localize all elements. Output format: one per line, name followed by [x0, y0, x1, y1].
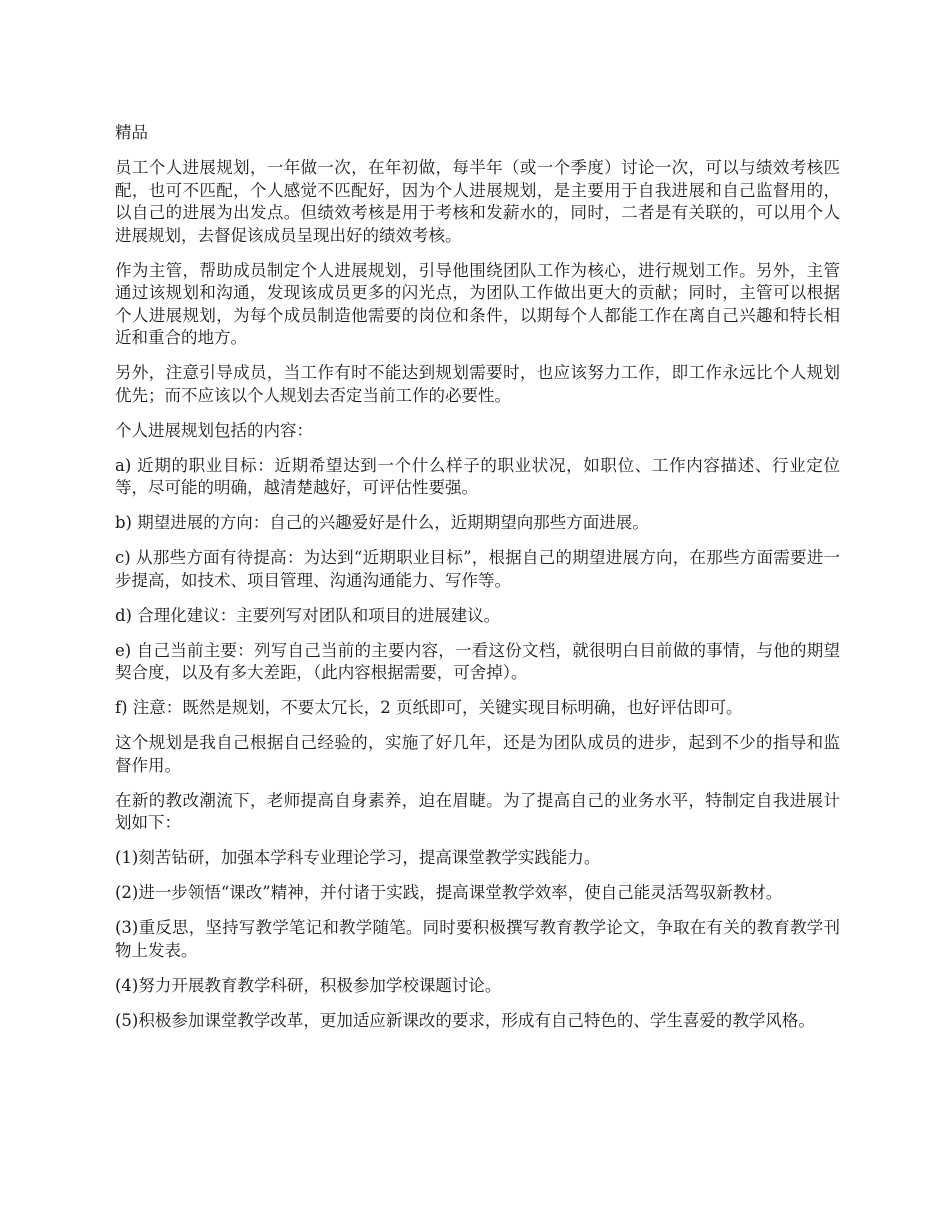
list-item-e: e) 自己当前主要：列写自己当前的主要内容，一看这份文档，就很明白目前做的事情，与他的期望契合度，以及有多大差距，（此内容根据需要，可舍掉）。 [115, 640, 840, 682]
list-item-a: a) 近期的职业目标：近期希望达到一个什么样子的职业状况，如职位、工作内容描述、行业定位等，尽可能的明确，越清楚越好，可评估性要强。 [115, 455, 840, 497]
plan-item-1: (1)刻苦钻研，加强本学科专业理论学习，提高课堂教学实践能力。 [115, 848, 601, 867]
list-item-f: f) 注意：既然是规划，不要太冗长，2 页纸即可，关键实现目标明确，也好评估即可。 [115, 698, 743, 717]
paragraph-intro: 员工个人进展规划，一年做一次，在年初做，每半年（或一个季度）讨论一次，可以与绩效考核匹配，也可不匹配，个人感觉不匹配好，因为个人进展规划，是主要用于自我进展和自己监督用的，以自己的进展为出发点。但绩效考核是用于考核和发薪水的，同时，二者是有关联的，可以用个人进展规划，去督促该成员呈现出好的绩效考核。 [115, 158, 840, 245]
paragraph-experience: 这个规划是我自己根据自己经验的，实施了好几年，还是为团队成员的进步，起到不少的指导和监督作用。 [115, 733, 840, 775]
plan-item-3: (3)重反思，坚持写教学笔记和教学随笔。同时要积极撰写教育教学论文，争取在有关的教育教学刊物上发表。 [115, 918, 840, 960]
plan-item-2: (2)进一步领悟“课改”精神，并付诸于实践，提高课堂教学效率，使自己能灵活驾驭新教材。 [115, 883, 783, 902]
list-item-b: b) 期望进展的方向：自己的兴趣爱好是什么，近期期望向那些方面进展。 [115, 513, 649, 532]
plan-item-5: (5)积极参加课堂教学改革，更加适应新课改的要求，形成有自己特色的、学生喜爱的教学风格。 [115, 1010, 815, 1030]
document-page [115, 122, 840, 1045]
list-item-d: d) 合理化建议：主要列写对团队和项目的进展建议。 [115, 605, 501, 625]
document-header: 精品 [115, 123, 148, 142]
paragraph-contents-heading: 个人进展规划包括的内容： [115, 420, 313, 440]
paragraph-plan-intro: 在新的教改潮流下，老师提高自身素养，迫在眉睫。为了提高自己的业务水平，特制定自我进展计划如下： [115, 790, 840, 832]
list-item-c: c) 从那些方面有待提高：为达到“近期职业目标”，根据自己的期望进展方向，在那些方面需要进一步提高，如技术、项目管理、沟通沟通能力、写作等。 [115, 548, 840, 590]
paragraph-guidance: 另外，注意引导成员，当工作有时不能达到规划需要时，也应该努力工作，即工作永远比个人规划优先；而不应该以个人规划去否定当前工作的必要性。 [115, 363, 840, 405]
paragraph-manager-role: 作为主管，帮助成员制定个人进展规划，引导他围绕团队工作为核心，进行规划工作。另外，主管通过该规划和沟通，发现该成员更多的闪光点，为团队工作做出更大的贡献；同时，主管可以根据个人进展规划，为每个成员制造他需要的岗位和条件，以期每个人都能工作在离自己兴趣和特长相近和重合的地方。 [115, 260, 840, 347]
plan-item-4: (4)努力开展教育教学科研，积极参加学校课题讨论。 [115, 975, 502, 995]
